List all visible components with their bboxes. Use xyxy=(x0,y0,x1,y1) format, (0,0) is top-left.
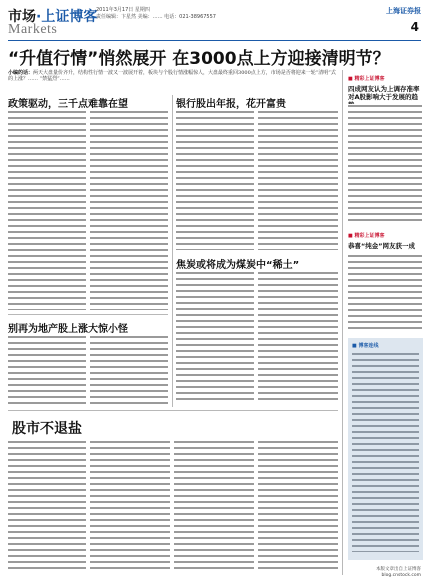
section-title-salt: 股市不退盐 xyxy=(12,421,82,437)
brand-part-b: ·上证博客 xyxy=(36,9,98,25)
article-body-coke-col2 xyxy=(258,271,338,403)
article-body-property-col1 xyxy=(8,335,86,405)
article-body-banks-col1 xyxy=(176,110,254,250)
section-title-coke: 焦炭或将成为煤炭中“稀土” xyxy=(176,260,300,271)
sidebar-body-reward xyxy=(348,254,422,332)
section-title-property: 别再为地产股上涨大惊小怪 xyxy=(8,324,128,335)
article-body-banks-col2 xyxy=(258,110,338,250)
page-header xyxy=(0,0,429,40)
section-title-policy: 政策驱动，三千点难靠在望 xyxy=(8,99,128,110)
article-body-policy-col1 xyxy=(8,110,86,310)
footer-url: blog.cnstock.com xyxy=(381,573,421,578)
lede-text: 两天大盘量价齐升，结构性行情一波又一波展开着，板块与个股行情涨幅惊人，大盘最终重回3000点上方，市场是否将迎来一轮“清明”式的上涨？…… “禁猛烈”…… xyxy=(8,70,336,83)
paper-name: 上海证券报 xyxy=(386,7,421,15)
divider xyxy=(8,314,168,315)
page-footer xyxy=(376,567,421,579)
column-rule xyxy=(172,95,173,407)
page-number: 4 xyxy=(410,20,419,34)
main-headline: “升值行情”悄然展开 在3000点上方迎接清明节？ xyxy=(8,49,390,69)
article-body-property-col2 xyxy=(90,335,168,405)
article-body-salt-col3 xyxy=(174,440,254,572)
callout-body xyxy=(352,352,419,552)
column-rule xyxy=(342,70,343,575)
editor-line: 责任编辑：卞星然 美编：…… 电话：021-38967557 xyxy=(96,14,216,20)
issue-date: 2011年3月17日 星期四 xyxy=(96,7,150,13)
footer-source: 本版文章出自上证博客 xyxy=(376,567,421,572)
article-body-salt-col2 xyxy=(90,440,170,572)
sidebar-title-reward: 恭喜“纯金”网友获一成 xyxy=(348,242,416,250)
callout-label: ■ 博客连线 xyxy=(352,343,379,349)
section-title-banks: 银行股出年报，花开富贵 xyxy=(176,99,286,110)
brand-part-a: 市场 xyxy=(8,9,36,25)
sidebar-tag: ■ 精彩上证博客 xyxy=(348,233,385,239)
blog-callout-box xyxy=(348,338,423,560)
divider xyxy=(8,410,338,411)
article-body-salt-col4 xyxy=(258,440,338,572)
sidebar-title-survey: 四成网友认为上调存准率对A股影响大于发展的趋 xyxy=(348,85,420,101)
lede-label: 小编的话： xyxy=(8,70,34,76)
section-name-en: Markets xyxy=(8,22,58,37)
header-meta xyxy=(96,7,216,21)
article-body-coke-col1 xyxy=(176,271,254,403)
sidebar-tag: ■ 精彩上证博客 xyxy=(348,76,385,82)
article-body-salt-col1 xyxy=(8,440,86,572)
sidebar-body-survey xyxy=(348,104,422,224)
header-rule xyxy=(8,40,421,41)
lede xyxy=(8,70,338,83)
article-body-policy-col2 xyxy=(90,110,168,310)
